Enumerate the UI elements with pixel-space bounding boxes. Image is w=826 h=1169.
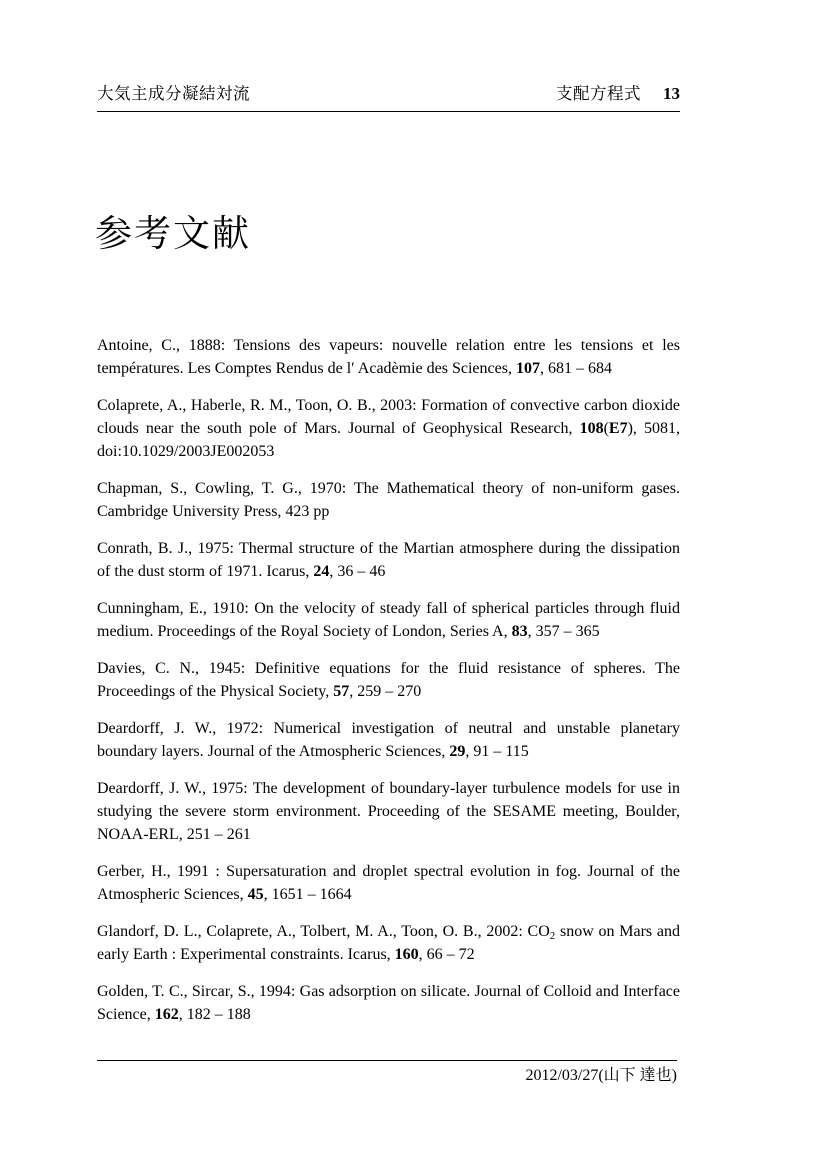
reference-text-part: Golden, T. C., Sircar, S., 1994: Gas adsorption on silicate. Journal of Colloid and Interface Science, [97, 983, 680, 1023]
reference-entry [97, 537, 680, 583]
footer [97, 1060, 677, 1086]
reference-entry [97, 920, 680, 966]
page-number: 13 [663, 84, 680, 103]
reference-text-part: Antoine, C., 1888: Tensions des vapeurs: nouvelle relation entre les tensions et les températures. Les Comptes Rendus de l′ Acadèmie des Sciences, [97, 337, 680, 377]
reference-text-part: 108 [579, 420, 604, 437]
reference-text-part: Deardorff, J. W., 1972: Numerical investigation of neutral and unstable planetary boundary layers. Journal of the Atmospheric Sciences, [97, 720, 680, 760]
reference-text-part: , 1651 – 1664 [263, 886, 352, 903]
reference-text-part: 45 [247, 886, 264, 903]
reference-text-part: ( [603, 420, 609, 437]
header-section-title: 支配方程式 [556, 85, 641, 103]
reference-text-part: , 182 – 188 [178, 1006, 251, 1023]
reference-text-part: ), 5081, doi:10.1029/2003JE002053 [97, 420, 681, 460]
footer-date-credit: 2012/03/27(山下 達也) [525, 1067, 677, 1084]
reference-text-part: Gerber, H., 1991 : Supersaturation and droplet spectral evolution in fog. Journal of the Atmospheric Sciences, [97, 863, 680, 903]
reference-entry [97, 980, 680, 1026]
reference-text-part: Conrath, B. J., 1975: Thermal structure of the Martian atmosphere during the dissipation of the dust storm of 1971. Icarus, [97, 540, 680, 580]
reference-text-part: Cunningham, E., 1910: On the velocity of steady fall of spherical particles through fluid medium. Proceedings of the Royal Society of London, Series A, [97, 600, 680, 640]
reference-text-part: Davies, C. N., 1945: Definitive equations for the fluid resistance of spheres. The Proceedings of the Physical Society, [97, 660, 680, 700]
reference-text-part: 2 [549, 930, 556, 942]
header-document-title: 大気主成分凝結対流 [97, 85, 250, 103]
reference-text-part: Chapman, S., Cowling, T. G., 1970: The Mathematical theory of non-uniform gases. Cambridge University Press, 423 pp [97, 480, 680, 520]
reference-text-part: , 681 – 684 [539, 360, 612, 377]
running-header [97, 84, 680, 112]
reference-text-part: , 91 – 115 [465, 743, 529, 760]
reference-text-part: , 259 – 270 [349, 683, 422, 700]
reference-text-part: 107 [515, 360, 540, 377]
reference-text-part: 24 [313, 563, 330, 580]
reference-text-part: 162 [154, 1006, 179, 1023]
header-right-group [556, 84, 680, 104]
reference-text-part: , 66 – 72 [418, 946, 475, 963]
reference-text-part: E7 [608, 420, 628, 437]
reference-entry [97, 860, 680, 906]
chapter-title: 参考文献 [95, 213, 251, 254]
reference-text-part: 29 [449, 743, 466, 760]
references-list [97, 334, 680, 1040]
reference-text-part: 57 [333, 683, 350, 700]
reference-text-part: , 357 – 365 [527, 623, 600, 640]
reference-entry [97, 394, 680, 463]
reference-text-part: 83 [511, 623, 528, 640]
reference-text-part: Deardorff, J. W., 1975: The development of boundary-layer turbulence models for use in studying the severe storm environment. Proceeding of the SESAME meeting, Boulder, NOAA-ERL, 251 – 261 [97, 780, 680, 843]
reference-entry [97, 477, 680, 523]
reference-entry [97, 334, 680, 380]
reference-text-part: 160 [394, 946, 419, 963]
reference-text-part: Glandorf, D. L., Colaprete, A., Tolbert, M. A., Toon, O. B., 2002: CO [97, 923, 550, 940]
reference-entry [97, 597, 680, 643]
reference-entry [97, 657, 680, 703]
reference-text-part: Colaprete, A., Haberle, R. M., Toon, O. B., 2003: Formation of convective carbon dioxide clouds near the south pole of Mars. Journal of Geophysical Research, [97, 397, 680, 437]
reference-text-part: , 36 – 46 [329, 563, 386, 580]
reference-entry [97, 777, 680, 846]
reference-entry [97, 717, 680, 763]
reference-text-part: snow on Mars and early Earth : Experimental constraints. Icarus, [97, 923, 680, 963]
